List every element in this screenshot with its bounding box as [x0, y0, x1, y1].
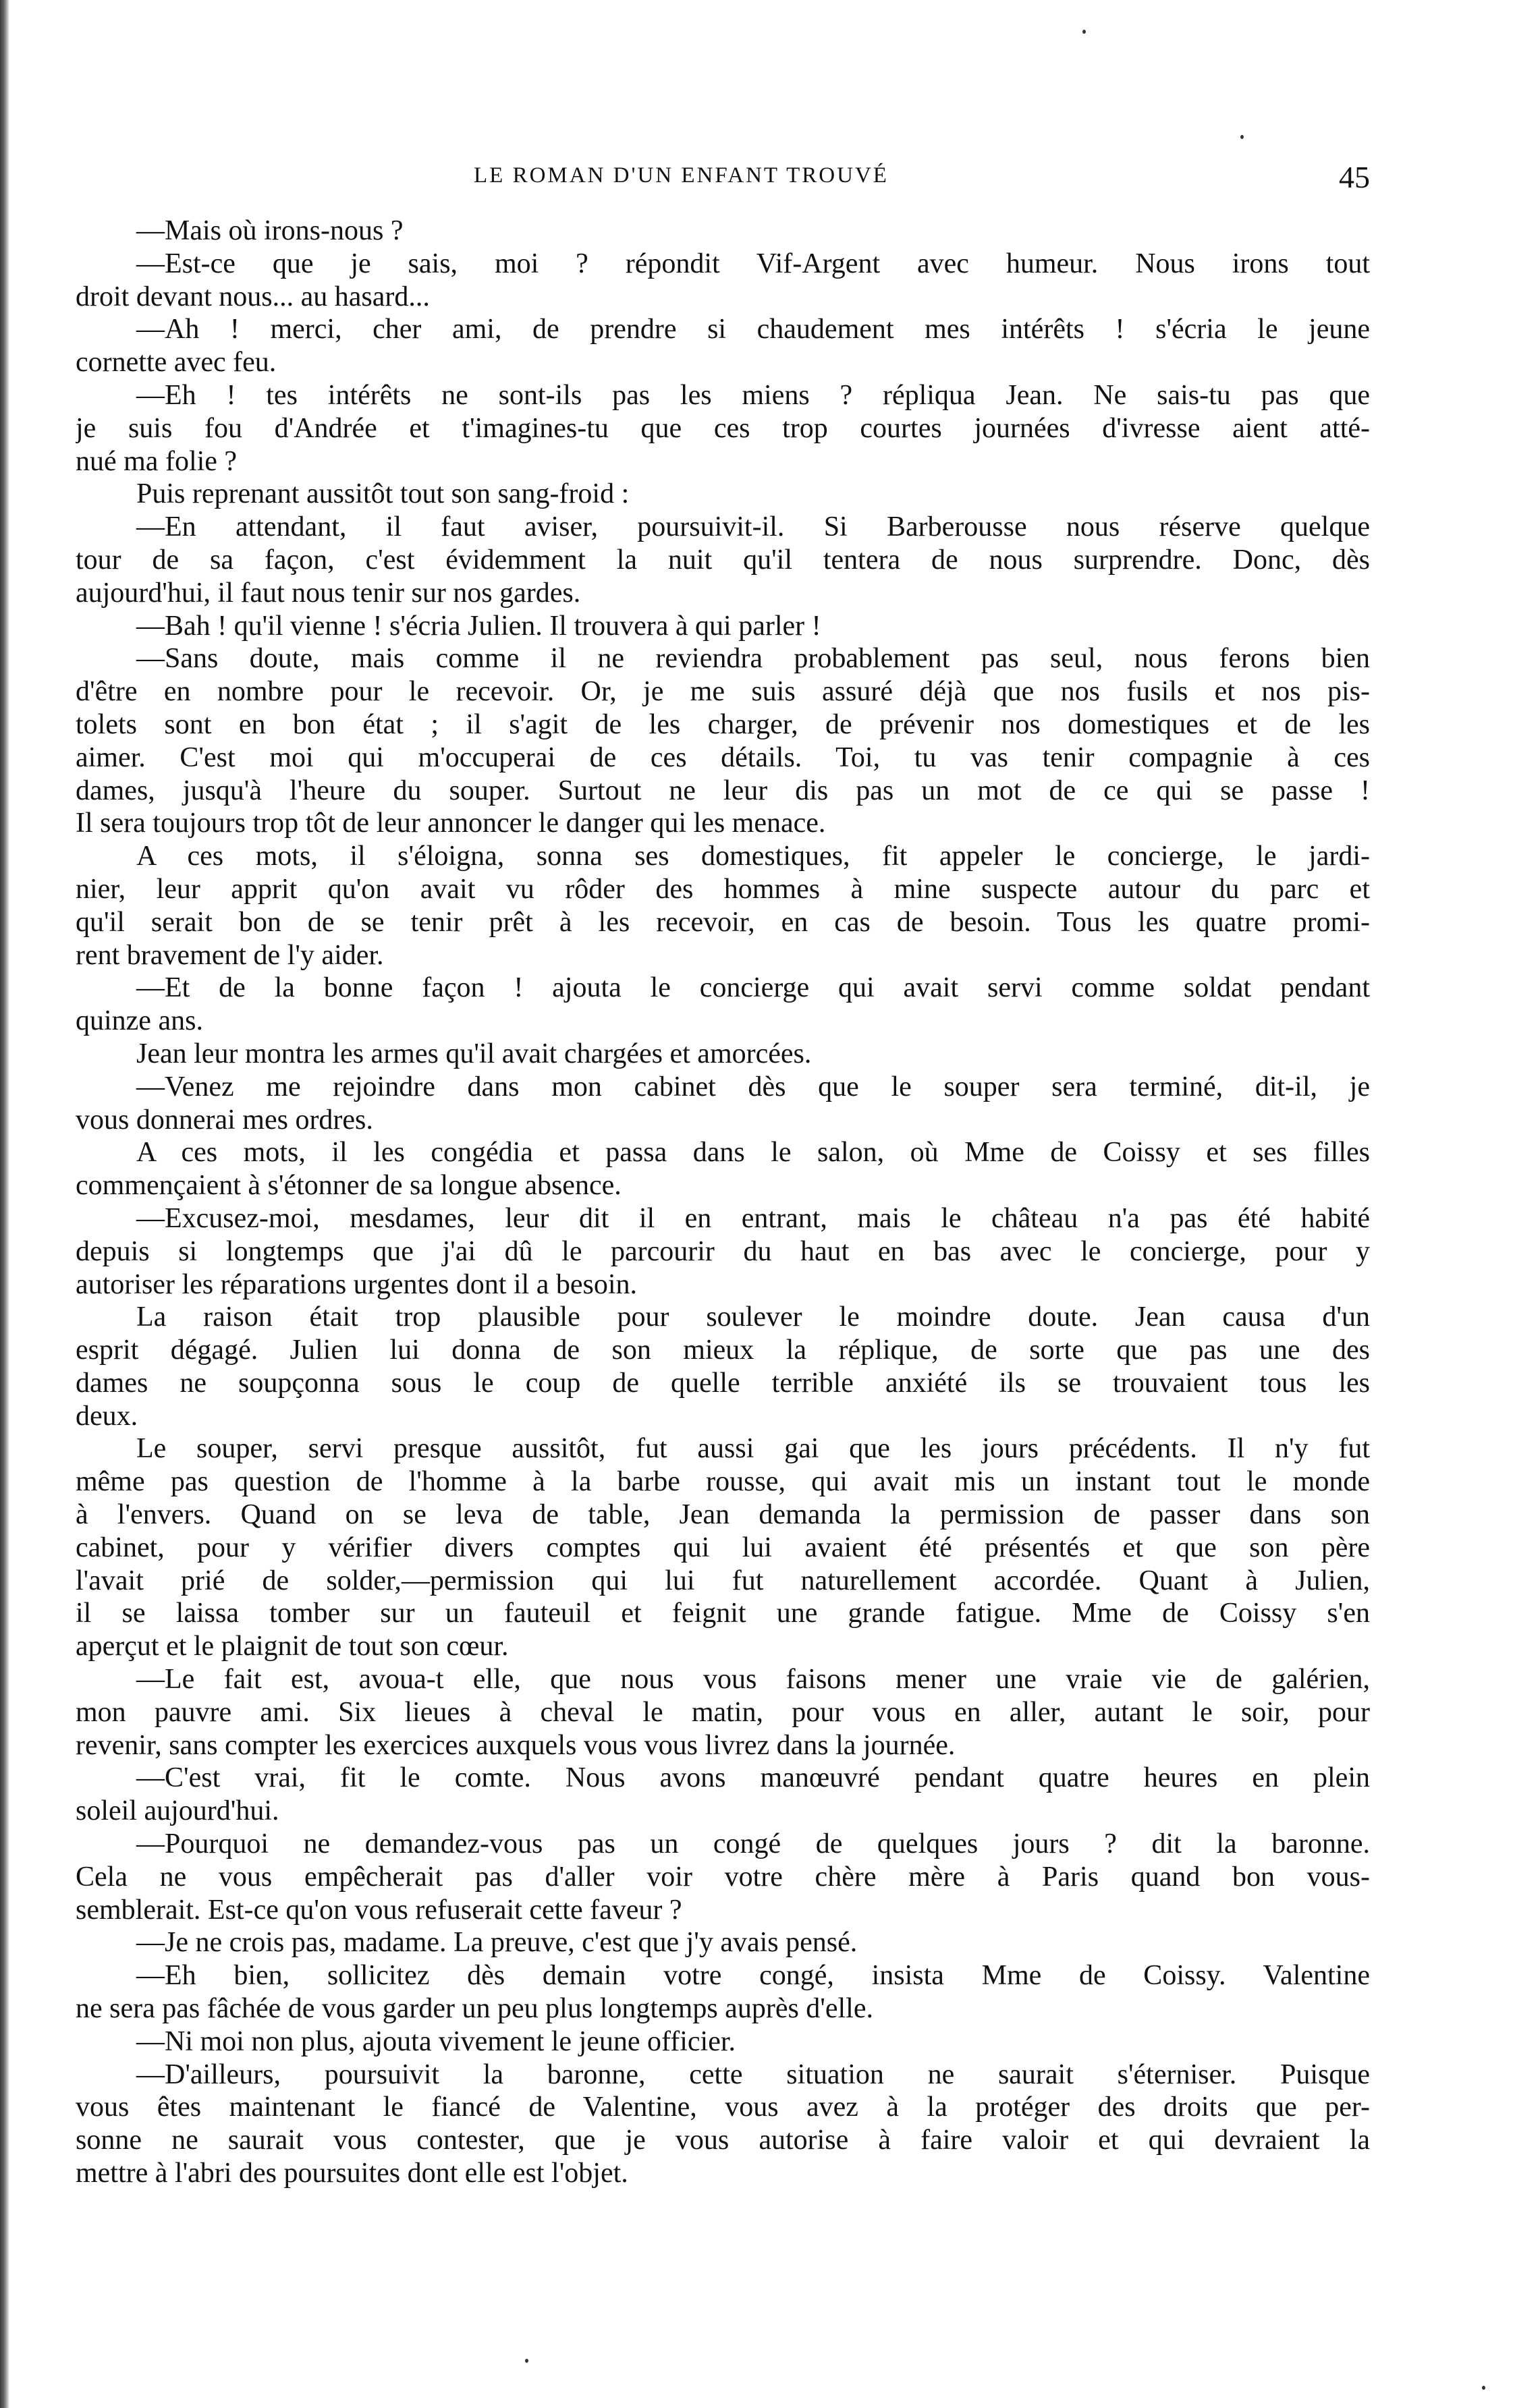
text-line: —Mais où irons-nous ?	[136, 215, 404, 246]
text-line: semblerait. Est-ce qu'on vous refuserait cette faveur ?	[76, 1894, 682, 1926]
text-line: —Est-ce que je sais, moi ? répondit Vif-Argent avec humeur. Nous irons tout	[136, 248, 1370, 279]
running-title: LE ROMAN D'UN ENFANT TROUVÉ	[474, 163, 889, 188]
text-line: —Ni moi non plus, ajouta vivement le jeune officier.	[136, 2025, 736, 2057]
text-line: nier, leur apprit qu'on avait vu rôder des hommes à mine suspecte autour du parc et	[76, 873, 1370, 905]
text-line: A ces mots, il s'éloigna, sonna ses domestiques, fit appeler le concierge, le jardi-	[136, 841, 1370, 872]
text-line: mon pauvre ami. Six lieues à cheval le matin, pour vous en aller, autant le soir, pour	[76, 1696, 1370, 1728]
text-line: depuis si longtemps que j'ai dû le parcourir du haut en bas avec le concierge, pour y	[76, 1235, 1370, 1267]
text-line: —Excusez-moi, mesdames, leur dit il en entrant, mais le château n'a pas été habité	[136, 1202, 1370, 1234]
stray-ink-mark	[1240, 135, 1244, 139]
text-line: droit devant nous... au hasard...	[76, 281, 430, 312]
text-line: —C'est vrai, fit le comte. Nous avons manœuvré pendant quatre heures en plein	[136, 1762, 1370, 1794]
text-line: qu'il serait bon de se tenir prêt à les recevoir, en cas de besoin. Tous les quatre promi-	[76, 906, 1370, 938]
text-line: il se laissa tomber sur un fauteuil et feignit une grande fatigue. Mme de Coissy s'en	[76, 1598, 1370, 1629]
text-line: deux.	[76, 1400, 138, 1432]
text-line: —Sans doute, mais comme il ne reviendra probablement pas seul, nous ferons bien	[136, 643, 1370, 675]
text-line: —Eh bien, sollicitez dès demain votre congé, insista Mme de Coissy. Valentine	[136, 1960, 1370, 1992]
text-line: —En attendant, il faut aviser, poursuivit-il. Si Barberousse nous réserve quelque	[136, 511, 1370, 543]
stray-ink-mark	[525, 2359, 528, 2363]
text-line: —Ah ! merci, cher ami, de prendre si chaudement mes intérêts ! s'écria le jeune	[136, 314, 1370, 345]
text-line: esprit dégagé. Julien lui donna de son mieux la réplique, de sorte que pas une des	[76, 1335, 1370, 1366]
text-line: revenir, sans compter les exercices auxquels vous vous livrez dans la journée.	[76, 1729, 956, 1761]
body-text	[76, 215, 1370, 2190]
running-head	[76, 159, 1370, 200]
text-line: vous donnerai mes ordres.	[76, 1104, 373, 1136]
text-line: —Le fait est, avoua-t elle, que nous vous faisons mener une vraie vie de galérien,	[136, 1664, 1370, 1696]
stray-ink-mark	[1482, 2386, 1485, 2390]
page-number: 45	[1339, 160, 1370, 194]
binding-edge-shadow	[0, 0, 9, 2408]
text-line: aperçut et le plaignit de tout son cœur.	[76, 1631, 509, 1662]
text-line: mettre à l'abri des poursuites dont elle est l'objet.	[76, 2158, 628, 2189]
text-line: —Bah ! qu'il vienne ! s'écria Julien. Il trouvera à qui parler !	[136, 610, 821, 642]
text-line: l'avait prié de solder,—permission qui lui fut naturellement accordée. Quant à Julien,	[76, 1565, 1370, 1596]
text-line: Puis reprenant aussitôt tout son sang-froid :	[136, 478, 630, 510]
text-line: je suis fou d'Andrée et t'imagines-tu que ces trop courtes journées d'ivresse aient atté-	[76, 412, 1370, 444]
text-line: ne sera pas fâchée de vous garder un peu plus longtemps auprès d'elle.	[76, 1993, 873, 2025]
text-line: aujourd'hui, il faut nous tenir sur nos gardes.	[76, 577, 581, 609]
text-line: —Venez me rejoindre dans mon cabinet dès que le souper sera terminé, dit-il, je	[136, 1071, 1370, 1102]
text-line: aimer. C'est moi qui m'occuperai de ces détails. Toi, tu vas tenir compagnie à ces	[76, 741, 1370, 773]
text-line: cabinet, pour y vérifier divers comptes qui lui avaient été présentés et que son père	[76, 1532, 1370, 1563]
text-line: Cela ne vous empêcherait pas d'aller voir votre chère mère à Paris quand bon vous-	[76, 1861, 1370, 1893]
text-line: soleil aujourd'hui.	[76, 1795, 279, 1827]
text-line: —Et de la bonne façon ! ajouta le concierge qui avait servi comme soldat pendant	[136, 972, 1370, 1004]
text-line: même pas question de l'homme à la barbe rousse, qui avait mis un instant tout le monde	[76, 1466, 1370, 1498]
text-line: dames, jusqu'à l'heure du souper. Surtout ne leur dis pas un mot de ce qui se passe !	[76, 775, 1370, 806]
text-line: cornette avec feu.	[76, 347, 277, 379]
text-line: Le souper, servi presque aussitôt, fut aussi gai que les jours précédents. Il n'y fut	[136, 1433, 1370, 1465]
text-line: —D'ailleurs, poursuivit la baronne, cette situation ne saurait s'éterniser. Puisque	[136, 2059, 1370, 2090]
text-line: nué ma folie ?	[76, 445, 238, 477]
text-line: vous êtes maintenant le fiancé de Valentine, vous avez à la protéger des droits que per-	[76, 2092, 1370, 2123]
text-line: dames ne soupçonna sous le coup de quelle terrible anxiété ils se trouvaient tous les	[76, 1367, 1370, 1399]
text-line: —Je ne crois pas, madame. La preuve, c'est que j'y avais pensé.	[136, 1927, 858, 1959]
text-line: La raison était trop plausible pour soulever le moindre doute. Jean causa d'un	[136, 1301, 1370, 1333]
text-line: sonne ne saurait vous contester, que je vous autorise à faire valoir et qui devraient la	[76, 2125, 1370, 2156]
text-line: —Eh ! tes intérêts ne sont-ils pas les miens ? répliqua Jean. Ne sais-tu pas que	[136, 379, 1370, 411]
text-line: quinze ans.	[76, 1005, 203, 1037]
text-line: à l'envers. Quand on se leva de table, Jean demanda la permission de passer dans son	[76, 1499, 1370, 1531]
text-line: Jean leur montra les armes qu'il avait chargées et amorcées.	[136, 1038, 812, 1069]
text-line: rent bravement de l'y aider.	[76, 939, 384, 971]
text-line: commençaient à s'étonner de sa longue absence.	[76, 1170, 622, 1202]
stray-ink-mark	[1082, 30, 1086, 34]
text-line: —Pourquoi ne demandez-vous pas un congé de quelques jours ? dit la baronne.	[136, 1828, 1370, 1860]
text-line: tolets sont en bon état ; il s'agit de les charger, de prévenir nos domestiques et de les	[76, 708, 1370, 740]
text-line: tour de sa façon, c'est évidemment la nuit qu'il tentera de nous surprendre. Donc, dès	[76, 544, 1370, 576]
text-line: A ces mots, il les congédia et passa dans le salon, où Mme de Coissy et ses filles	[136, 1137, 1370, 1169]
text-line: Il sera toujours trop tôt de leur annoncer le danger qui les menace.	[76, 808, 826, 839]
text-line: autoriser les réparations urgentes dont il a besoin.	[76, 1268, 638, 1300]
text-line: d'être en nombre pour le recevoir. Or, je me suis assuré déjà que nos fusils et nos pis-	[76, 676, 1370, 708]
